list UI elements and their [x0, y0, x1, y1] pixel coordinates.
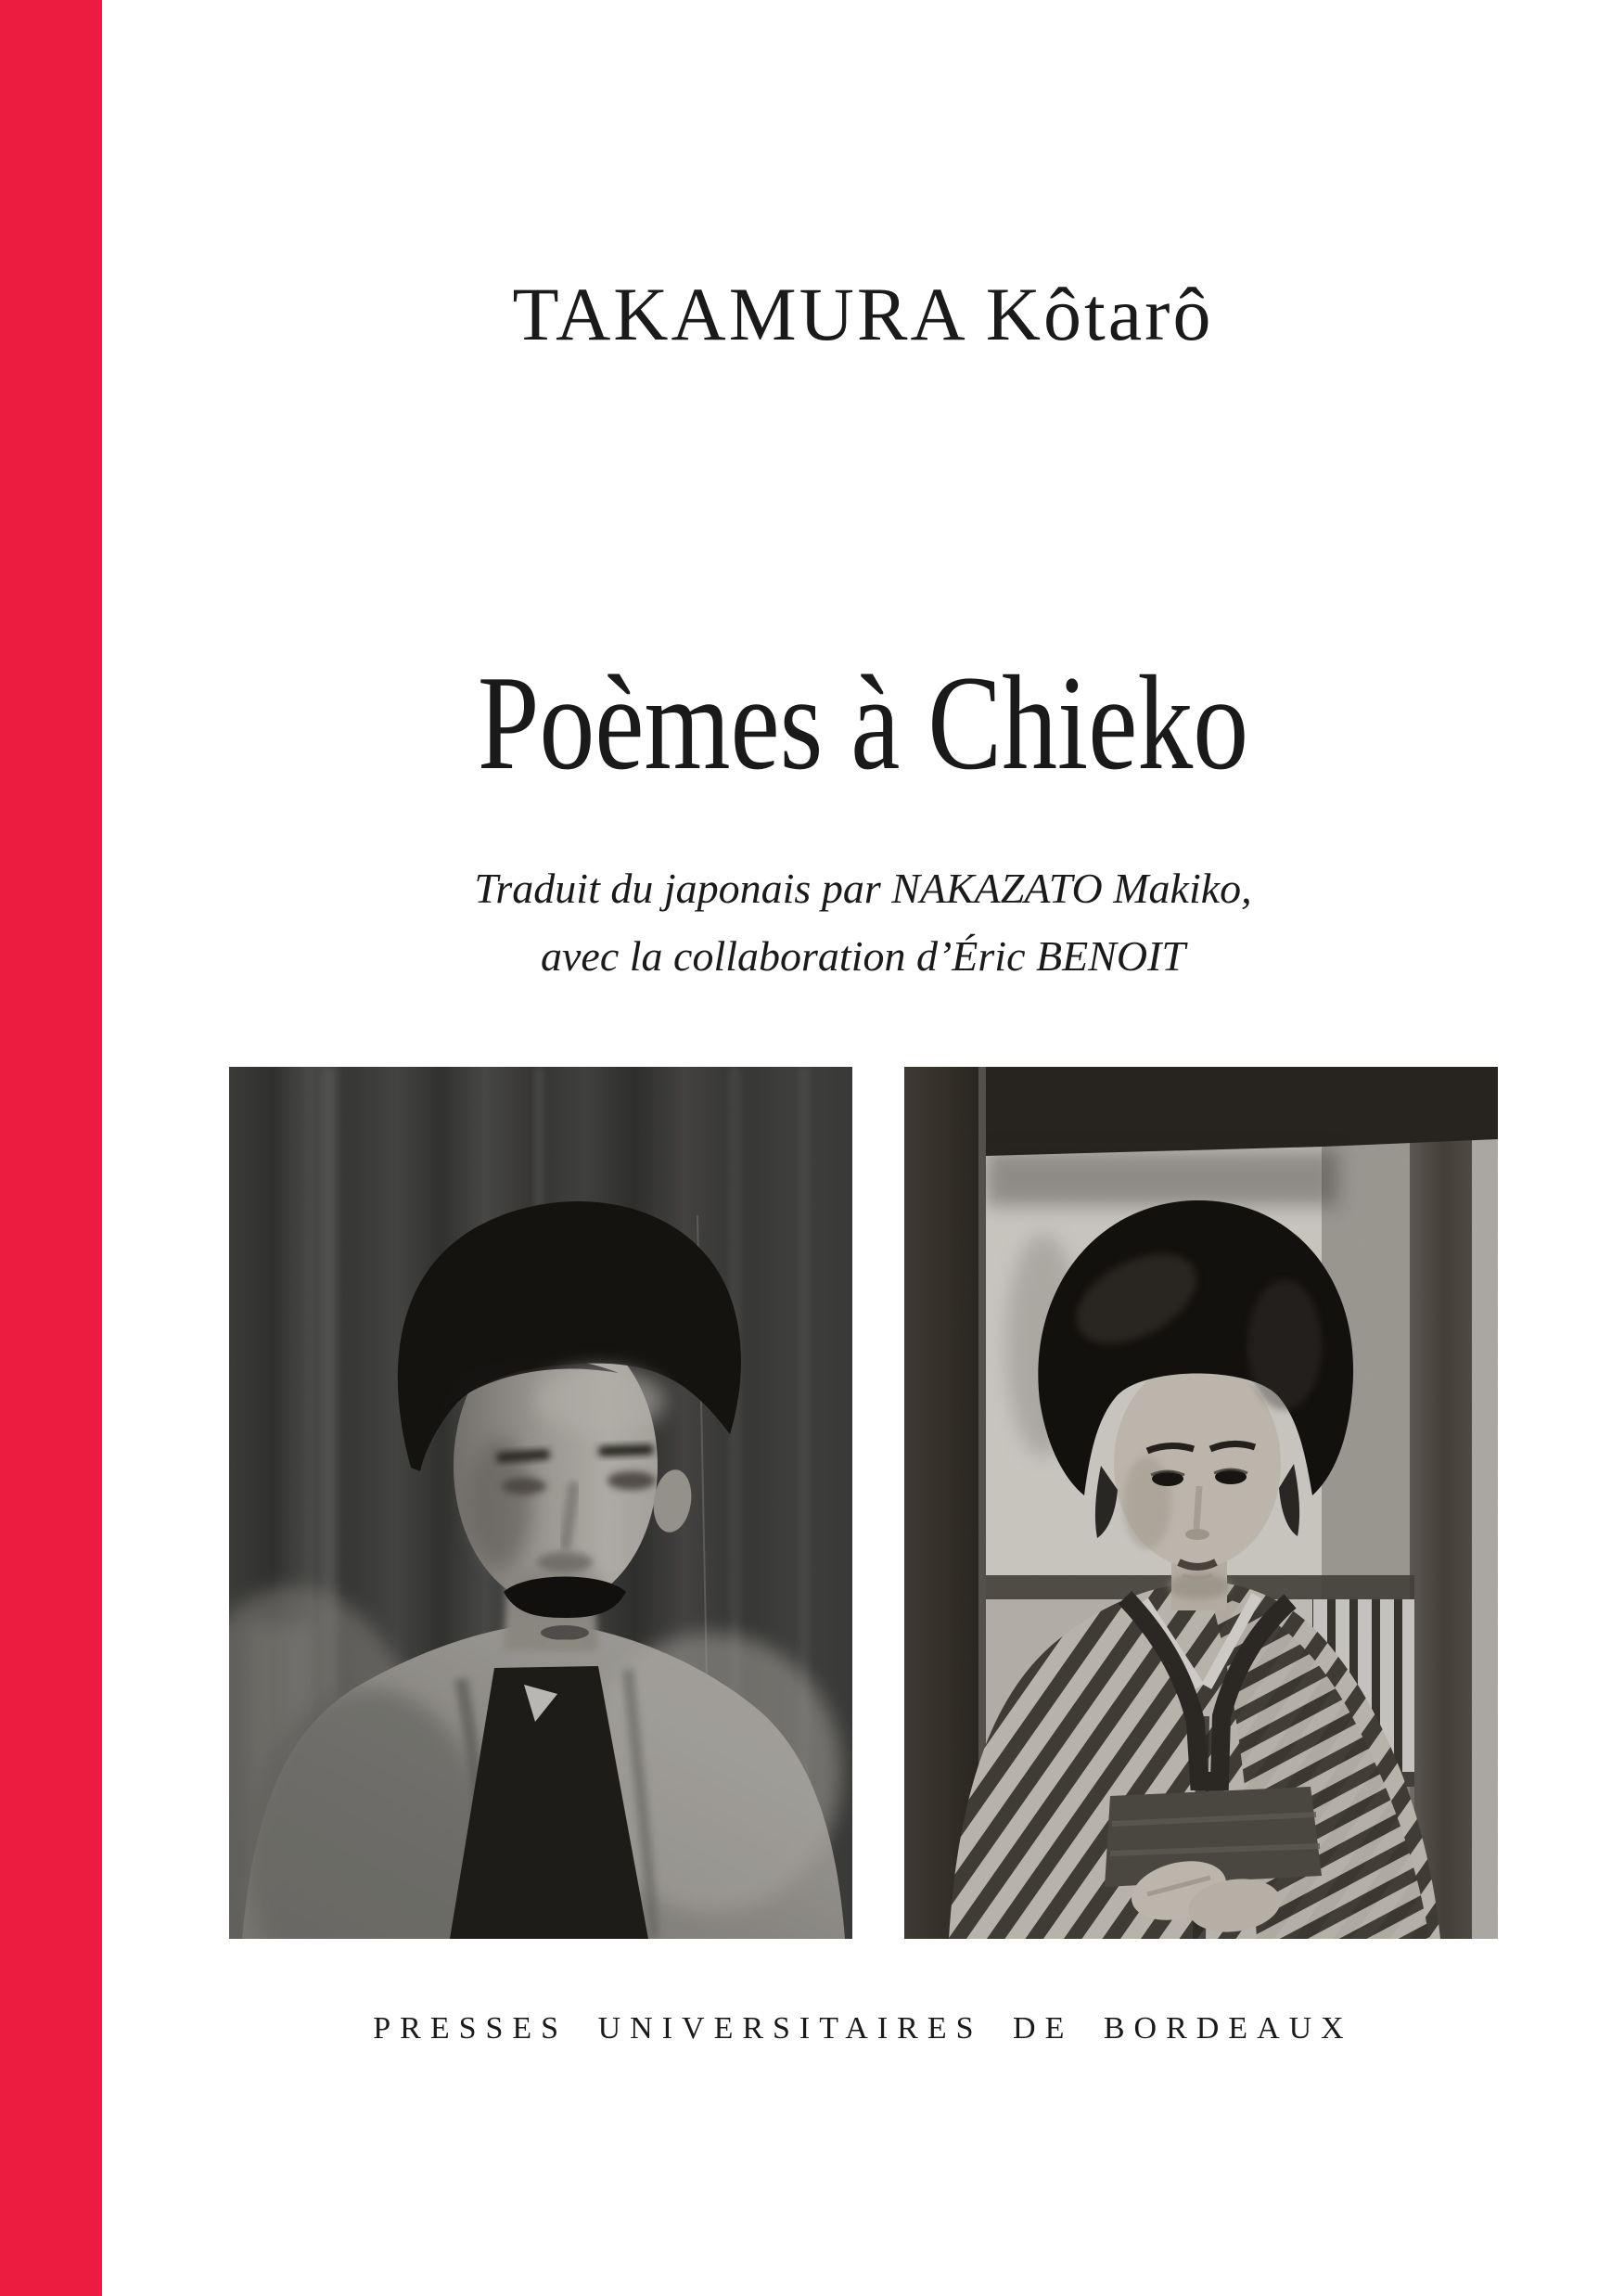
translation-credit-line-2: avec la collaboration d’Éric BENOIT — [541, 932, 1185, 980]
photo-grain-overlay — [229, 1067, 852, 1939]
cover-content — [102, 0, 1624, 2296]
author-name: TAKAMURA Kôtarô — [512, 272, 1214, 356]
translation-credit — [102, 854, 1624, 990]
book-title: Poèmes à Chieko — [477, 648, 1249, 798]
photo-man-portrait — [229, 1067, 852, 1939]
photo-grain-overlay — [904, 1067, 1498, 1939]
photo-woman-portrait — [904, 1067, 1498, 1939]
cover-photos — [102, 1067, 1624, 1939]
cover-accent-stripe — [0, 0, 102, 2296]
publisher-imprint: PRESSES UNIVERSITAIRES DE BORDEAUX — [373, 2011, 1353, 2046]
translation-credit-line-1: Traduit du japonais par NAKAZATO Makiko, — [474, 865, 1252, 912]
